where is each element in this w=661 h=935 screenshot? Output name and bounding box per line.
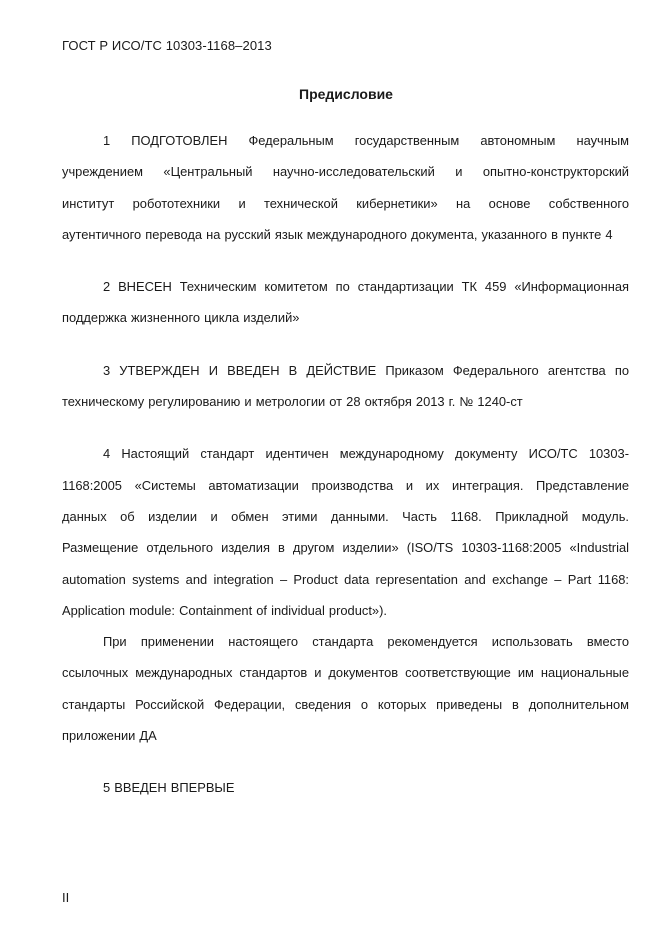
text-line: 3 УТВЕРЖДЕН И ВВЕДЕН В ДЕЙСТВИЕ Приказом Федерального агентства по xyxy=(103,362,629,378)
text-line: 2 ВНЕСЕН Техническим комитетом по стандартизации ТК 459 «Информационная xyxy=(103,279,629,295)
text-line: институт робототехники и технической кибернетики» на основе собственного xyxy=(62,195,629,211)
paragraph-introduced-by xyxy=(62,271,629,334)
text-line: Размещение отдельного изделия в другом изделии» (ISO/TS 10303-1168:2005 «Industrial xyxy=(62,540,629,556)
text-line: Application module: Containment of individual product»). xyxy=(62,602,387,618)
text-line: 1168:2005 «Системы автоматизации производства и их интеграция. Представление xyxy=(62,477,629,493)
paragraph-application-note xyxy=(62,626,629,751)
text-line: техническому регулированию и метрологии от 28 октября 2013 г. № 1240-ст xyxy=(62,394,523,410)
text-line: учреждением «Центральный научно-исследовательский и опытно-конструкторский xyxy=(62,164,629,180)
text-line: При применении настоящего стандарта рекомендуется использовать вместо xyxy=(103,634,629,650)
text-line: поддержка жизненного цикла изделий» xyxy=(62,310,300,326)
document-body xyxy=(62,125,629,804)
paragraph-identical-standard xyxy=(62,438,629,626)
text-line: аутентичного перевода на русский язык международного документа, указанного в пункте 4 xyxy=(62,226,613,242)
page-title: Предисловие xyxy=(299,86,393,102)
text-line: стандарты Российской Федерации, сведения о которых приведены в дополнительном xyxy=(62,696,629,712)
page-number: II xyxy=(62,890,70,905)
text-line: ссылочных международных стандартов и документов соответствующие им национальные xyxy=(62,665,629,681)
paragraph-approved xyxy=(62,355,629,418)
paragraph-first-introduced xyxy=(62,772,629,803)
text-line: данных об изделии и обмен этими данными. Часть 1168. Прикладной модуль. xyxy=(62,508,629,524)
text-line: 5 ВВЕДЕН ВПЕРВЫЕ xyxy=(103,780,235,796)
text-line: приложении ДА xyxy=(62,728,157,744)
document-code-header: ГОСТ Р ИСО/ТС 10303-1168–2013 xyxy=(62,38,272,53)
text-line: 4 Настоящий стандарт идентичен международному документу ИСО/ТС 10303- xyxy=(103,446,629,462)
paragraph-prepared-by xyxy=(62,125,629,250)
text-line: automation systems and integration – Product data representation and exchange – Part 1168: xyxy=(62,571,629,587)
text-line: 1 ПОДГОТОВЛЕН Федеральным государственным автономным научным xyxy=(103,133,629,148)
